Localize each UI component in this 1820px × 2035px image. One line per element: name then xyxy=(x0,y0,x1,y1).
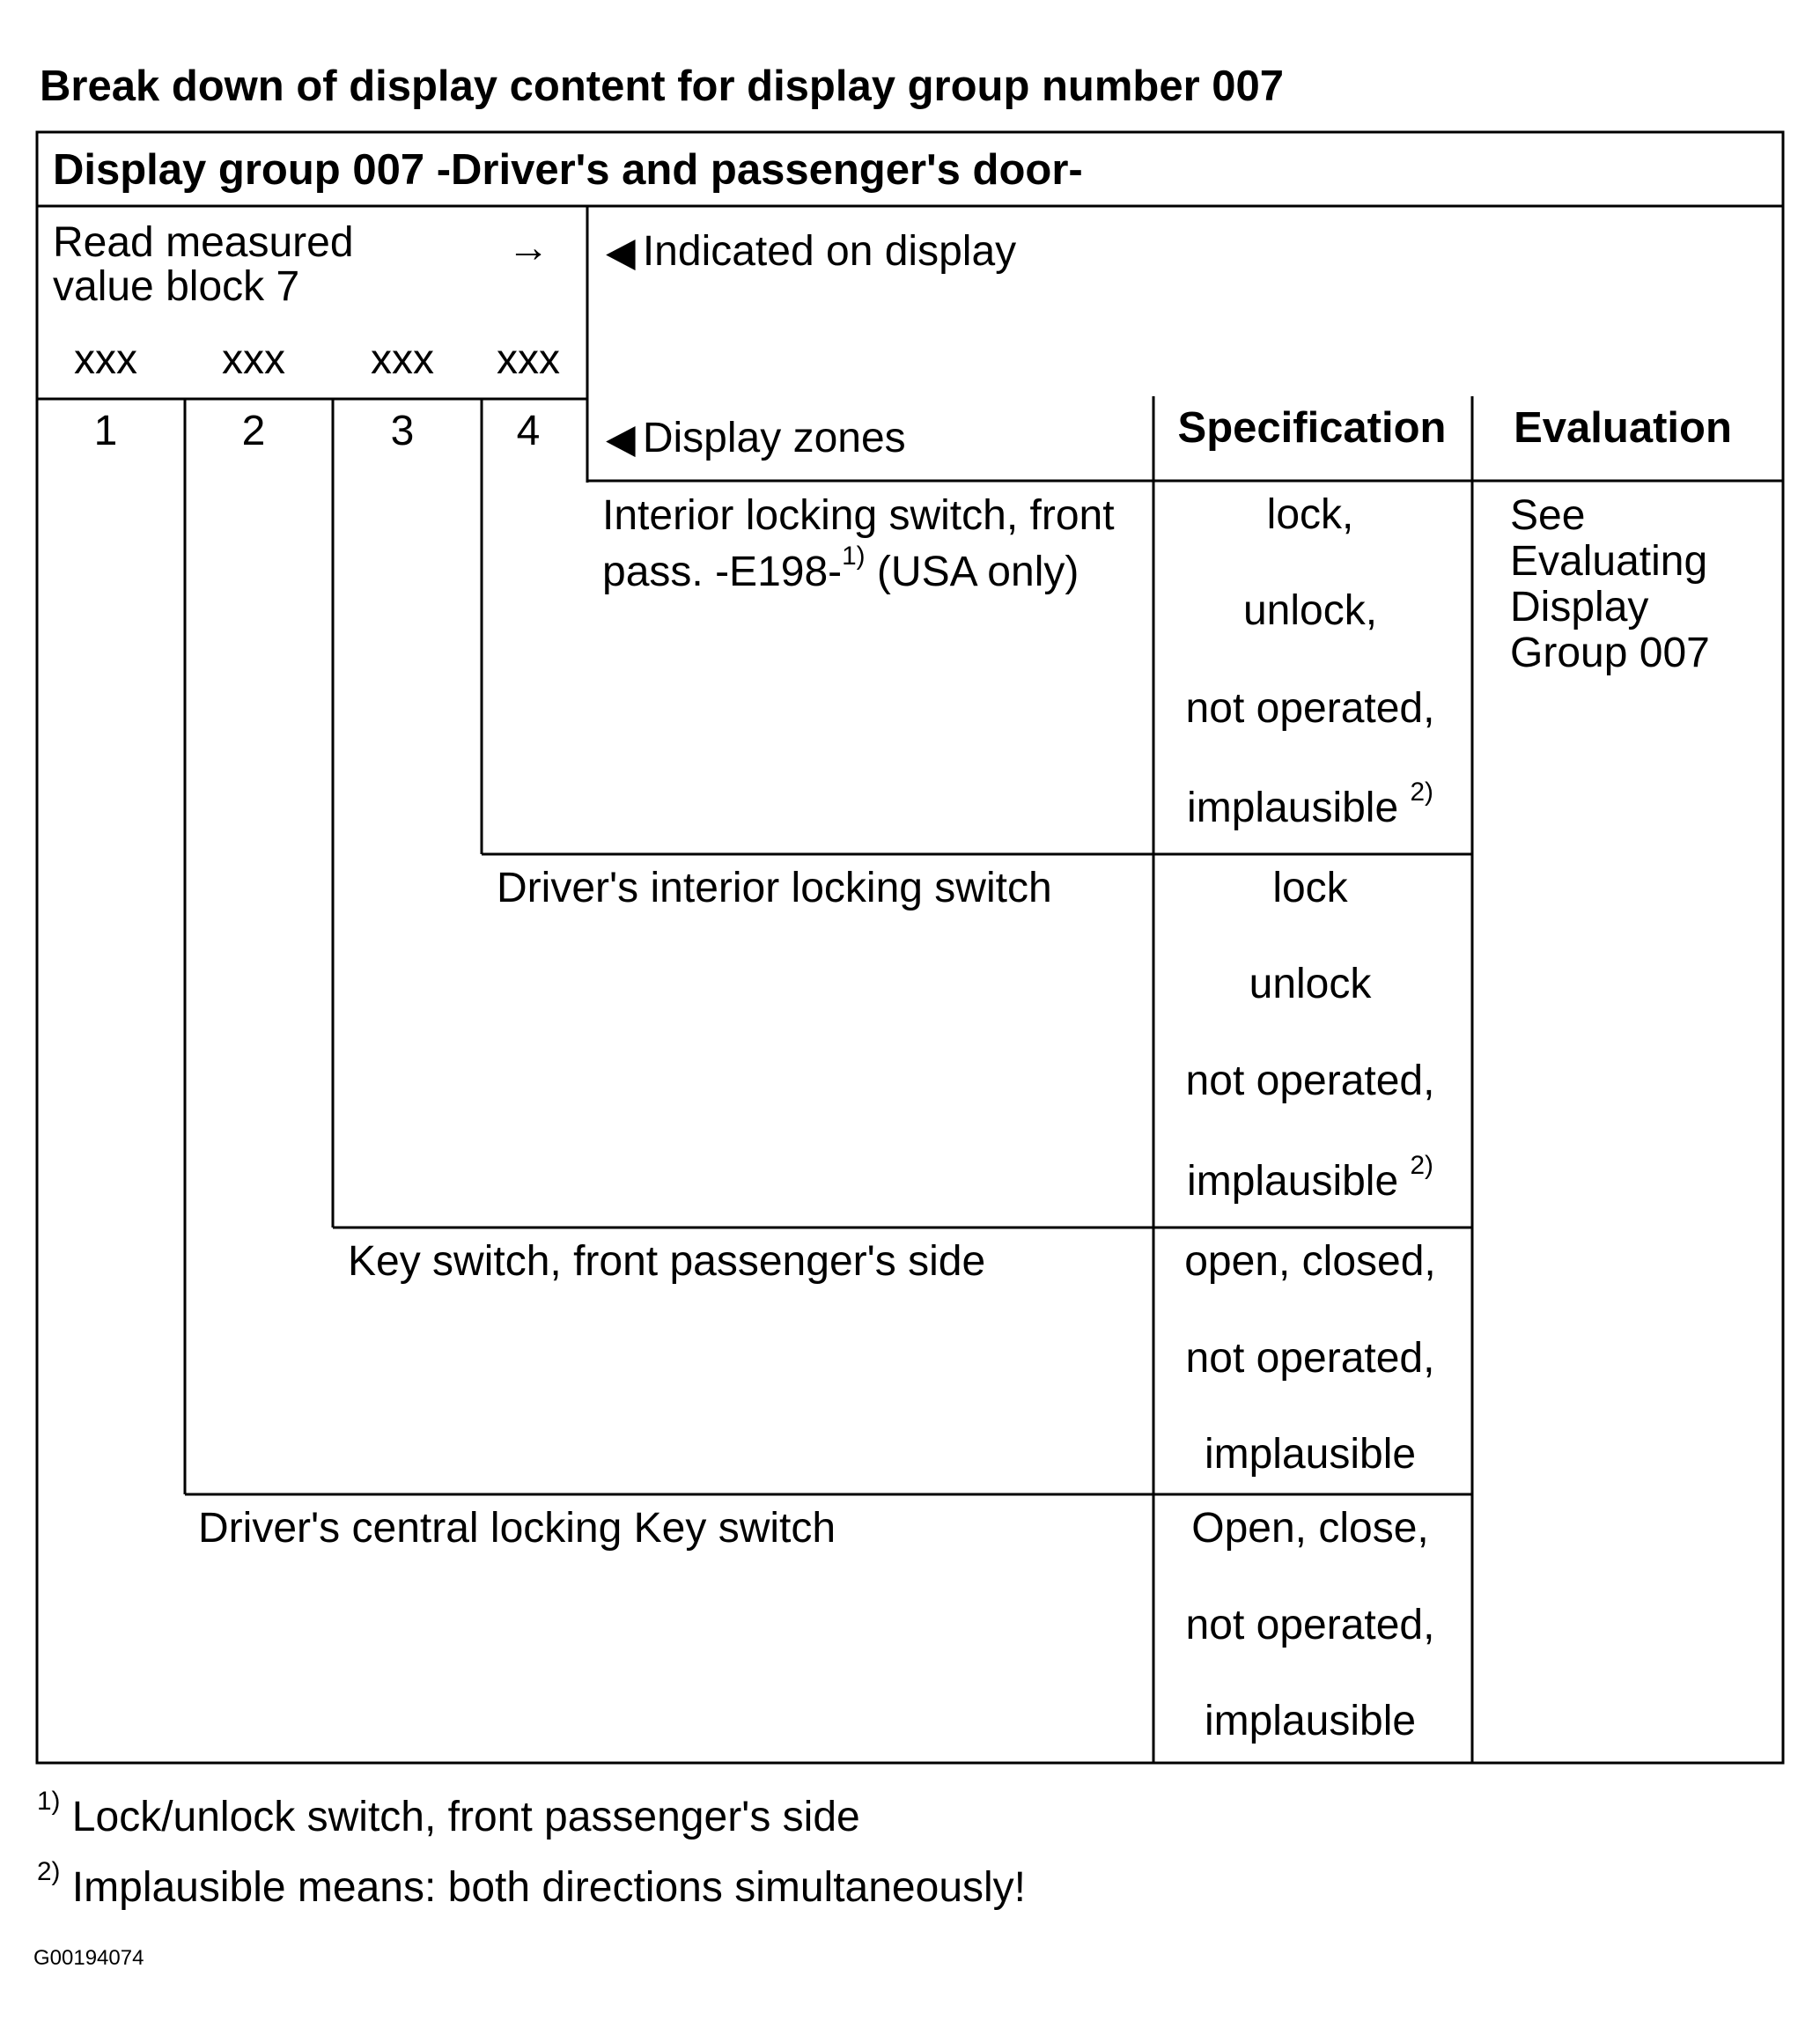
placeholder-3: xxx xyxy=(371,336,434,383)
evaluation-line-2: Evaluating xyxy=(1510,538,1708,585)
footnote-mark: 1) xyxy=(37,1787,61,1817)
zone-2-description: Key switch, front passenger's side xyxy=(348,1238,986,1285)
zone-1-description: Driver's central locking Key switch xyxy=(198,1505,836,1552)
read-block-label-line1: Read measured xyxy=(53,219,354,266)
zone-number-3: 3 xyxy=(390,408,415,454)
evaluation-header: Evaluation xyxy=(1514,404,1732,452)
spec-3-4 xyxy=(1187,1151,1433,1205)
zone-4-description-line1: Interior locking switch, front xyxy=(602,492,1115,539)
evaluation-line-4: Group 007 xyxy=(1510,630,1710,676)
zone-number-1: 1 xyxy=(93,408,118,454)
evaluation-line-1: See xyxy=(1510,492,1586,539)
placeholder-4: xxx xyxy=(497,336,560,383)
spec-1-1: Open, close, xyxy=(1191,1505,1429,1552)
triangle-left-icon: ◀ xyxy=(606,416,636,462)
table-title: Display group 007 -Driver's and passenger's door- xyxy=(53,146,1083,194)
specification-header: Specification xyxy=(1177,404,1447,452)
spec-3-2: unlock xyxy=(1249,961,1372,1007)
indicated-on-display-label xyxy=(606,228,1017,276)
spec-2-2: not operated, xyxy=(1185,1335,1435,1382)
page-title: Break down of display content for display group number 007 xyxy=(40,63,1285,110)
display-zones-label xyxy=(606,417,906,460)
footnote-ref-2: 2) xyxy=(1410,1151,1433,1181)
zone-number-2: 2 xyxy=(241,408,266,454)
zone-number-4: 4 xyxy=(516,408,541,454)
footnote-mark: 2) xyxy=(37,1857,61,1887)
evaluation-line-3: Display xyxy=(1510,584,1649,630)
triangle-left-icon: ◀ xyxy=(606,229,636,276)
e198-ref: pass. -E198- xyxy=(602,549,843,595)
indicated-text: Indicated on display xyxy=(642,228,1017,275)
spec-1-3: implausible xyxy=(1204,1698,1417,1744)
spec-2-1: open, closed, xyxy=(1184,1238,1436,1285)
footnote-text: Lock/unlock switch, front passenger's side xyxy=(71,1794,860,1840)
usa-only-note: (USA only) xyxy=(865,549,1079,595)
placeholder-1: xxx xyxy=(74,336,137,383)
spec-text: implausible xyxy=(1187,1158,1411,1205)
read-block-label-line2: value block 7 xyxy=(53,263,300,310)
spec-1-2: not operated, xyxy=(1185,1602,1435,1648)
footnote-2 xyxy=(37,1857,1027,1911)
footnote-1 xyxy=(37,1787,860,1840)
figure-code: G00194074 xyxy=(33,1946,144,1970)
display-zones-text: Display zones xyxy=(642,415,906,461)
zone-3-description: Driver's interior locking switch xyxy=(497,865,1052,911)
footnote-ref-2: 2) xyxy=(1410,778,1433,807)
read-block-arrow-icon: → xyxy=(507,225,549,271)
spec-4-4 xyxy=(1187,778,1433,831)
spec-2-3: implausible xyxy=(1204,1431,1417,1478)
spec-4-1: lock, xyxy=(1266,491,1354,538)
spec-4-2: unlock, xyxy=(1242,587,1378,634)
spec-text: implausible xyxy=(1187,785,1411,831)
spec-4-3: not operated, xyxy=(1185,685,1435,732)
spec-3-3: not operated, xyxy=(1185,1058,1435,1104)
footnote-ref-1: 1) xyxy=(842,542,866,571)
footnote-text: Implausible means: both directions simultaneously! xyxy=(71,1864,1027,1911)
placeholder-2: xxx xyxy=(222,336,285,383)
zone-4-description-line2 xyxy=(602,542,1079,595)
spec-3-1: lock xyxy=(1272,865,1348,911)
